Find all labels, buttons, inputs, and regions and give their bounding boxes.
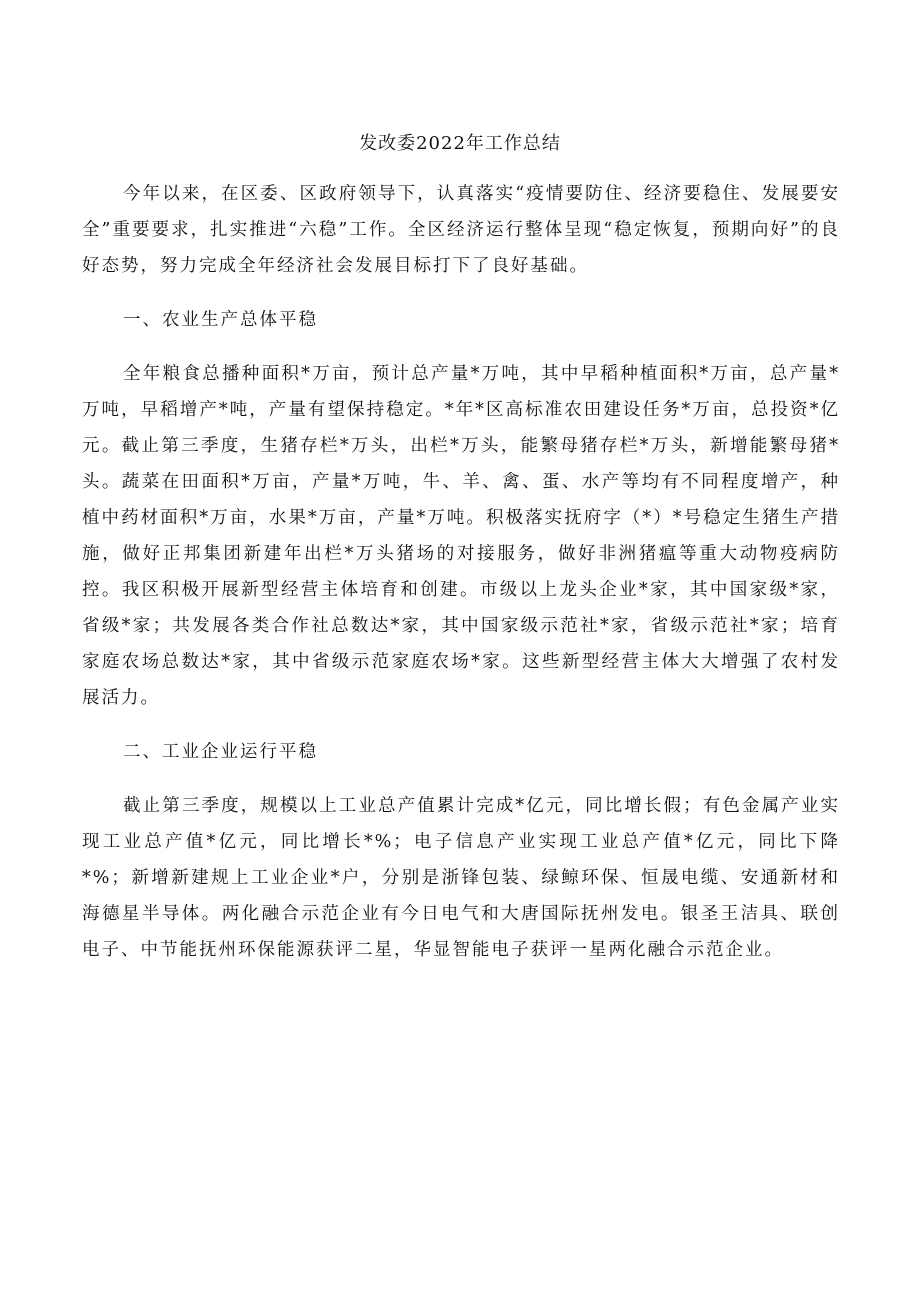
spacer [82,716,840,734]
section-heading-agriculture: 一、农业生产总体平稳 [123,310,318,330]
spacer [82,338,840,356]
document-title: 发改委2022年工作总结 [359,133,561,154]
spacer [82,770,840,788]
section-body-agriculture: 全年粮食总播种面积*万亩，预计总产量*万吨，其中早稻种植面积*万亩，总产量*万吨，早稻增产*吨，产量有望保持稳定。*年*区高标准农田建设任务*万亩，总投资*亿元。截止第三季度，生猪存栏*万头，出栏*万头，能繁母猪存栏*万头，新增能繁母猪*头。蔬菜在田面积*万亩，产量*万吨，牛、羊、禽、蛋、水产等均有不同程度增产，种植中药材面积*万亩，水果*万亩，产量*万吨。积极落实抚府字（*）*号稳定生猪生产措施，做好正邦集团新建年出栏*万头猪场的对接服务，做好非洲猪瘟等重大动物疫病防控。我区积极开展新型经营主体培育和创建。市级以上龙头企业*家，其中国家级*家，省级*家；共发展各类合作社总数达*家，其中国家级示范社*家，省级示范社*家；培育家庭农场总数达*家，其中省级示范家庭农场*家。这些新型经营主体大大增强了农村发展活力。 [82,364,840,708]
section-body-industry: 截止第三季度，规模以上工业总产值累计完成*亿元，同比增长假；有色金属产业实现工业总产值*亿元，同比增长*%；电子信息产业实现工业总产值*亿元，同比下降*%；新增新建规上工业企业*户，分别是浙锋包装、绿鲸环保、恒晟电缆、安通新材和海德星半导体。两化融合示范企业有今日电气和大唐国际抚州发电。银圣王洁具、联创电子、中节能抚州环保能源获评二星，华显智能电子获评一星两化融合示范企业。 [82,796,840,960]
intro-paragraph: 今年以来，在区委、区政府领导下，认真落实“疫情要防住、经济要稳住、发展要安全”重要要求，扎实推进“六稳”工作。全区经济运行整体呈现“稳定恢复，预期向好”的良好态势，努力完成全年经济社会发展目标打下了良好基础。 [82,184,840,276]
document-body [82,176,840,968]
section-heading-industry: 二、工业企业运行平稳 [123,742,318,762]
spacer [82,284,840,302]
